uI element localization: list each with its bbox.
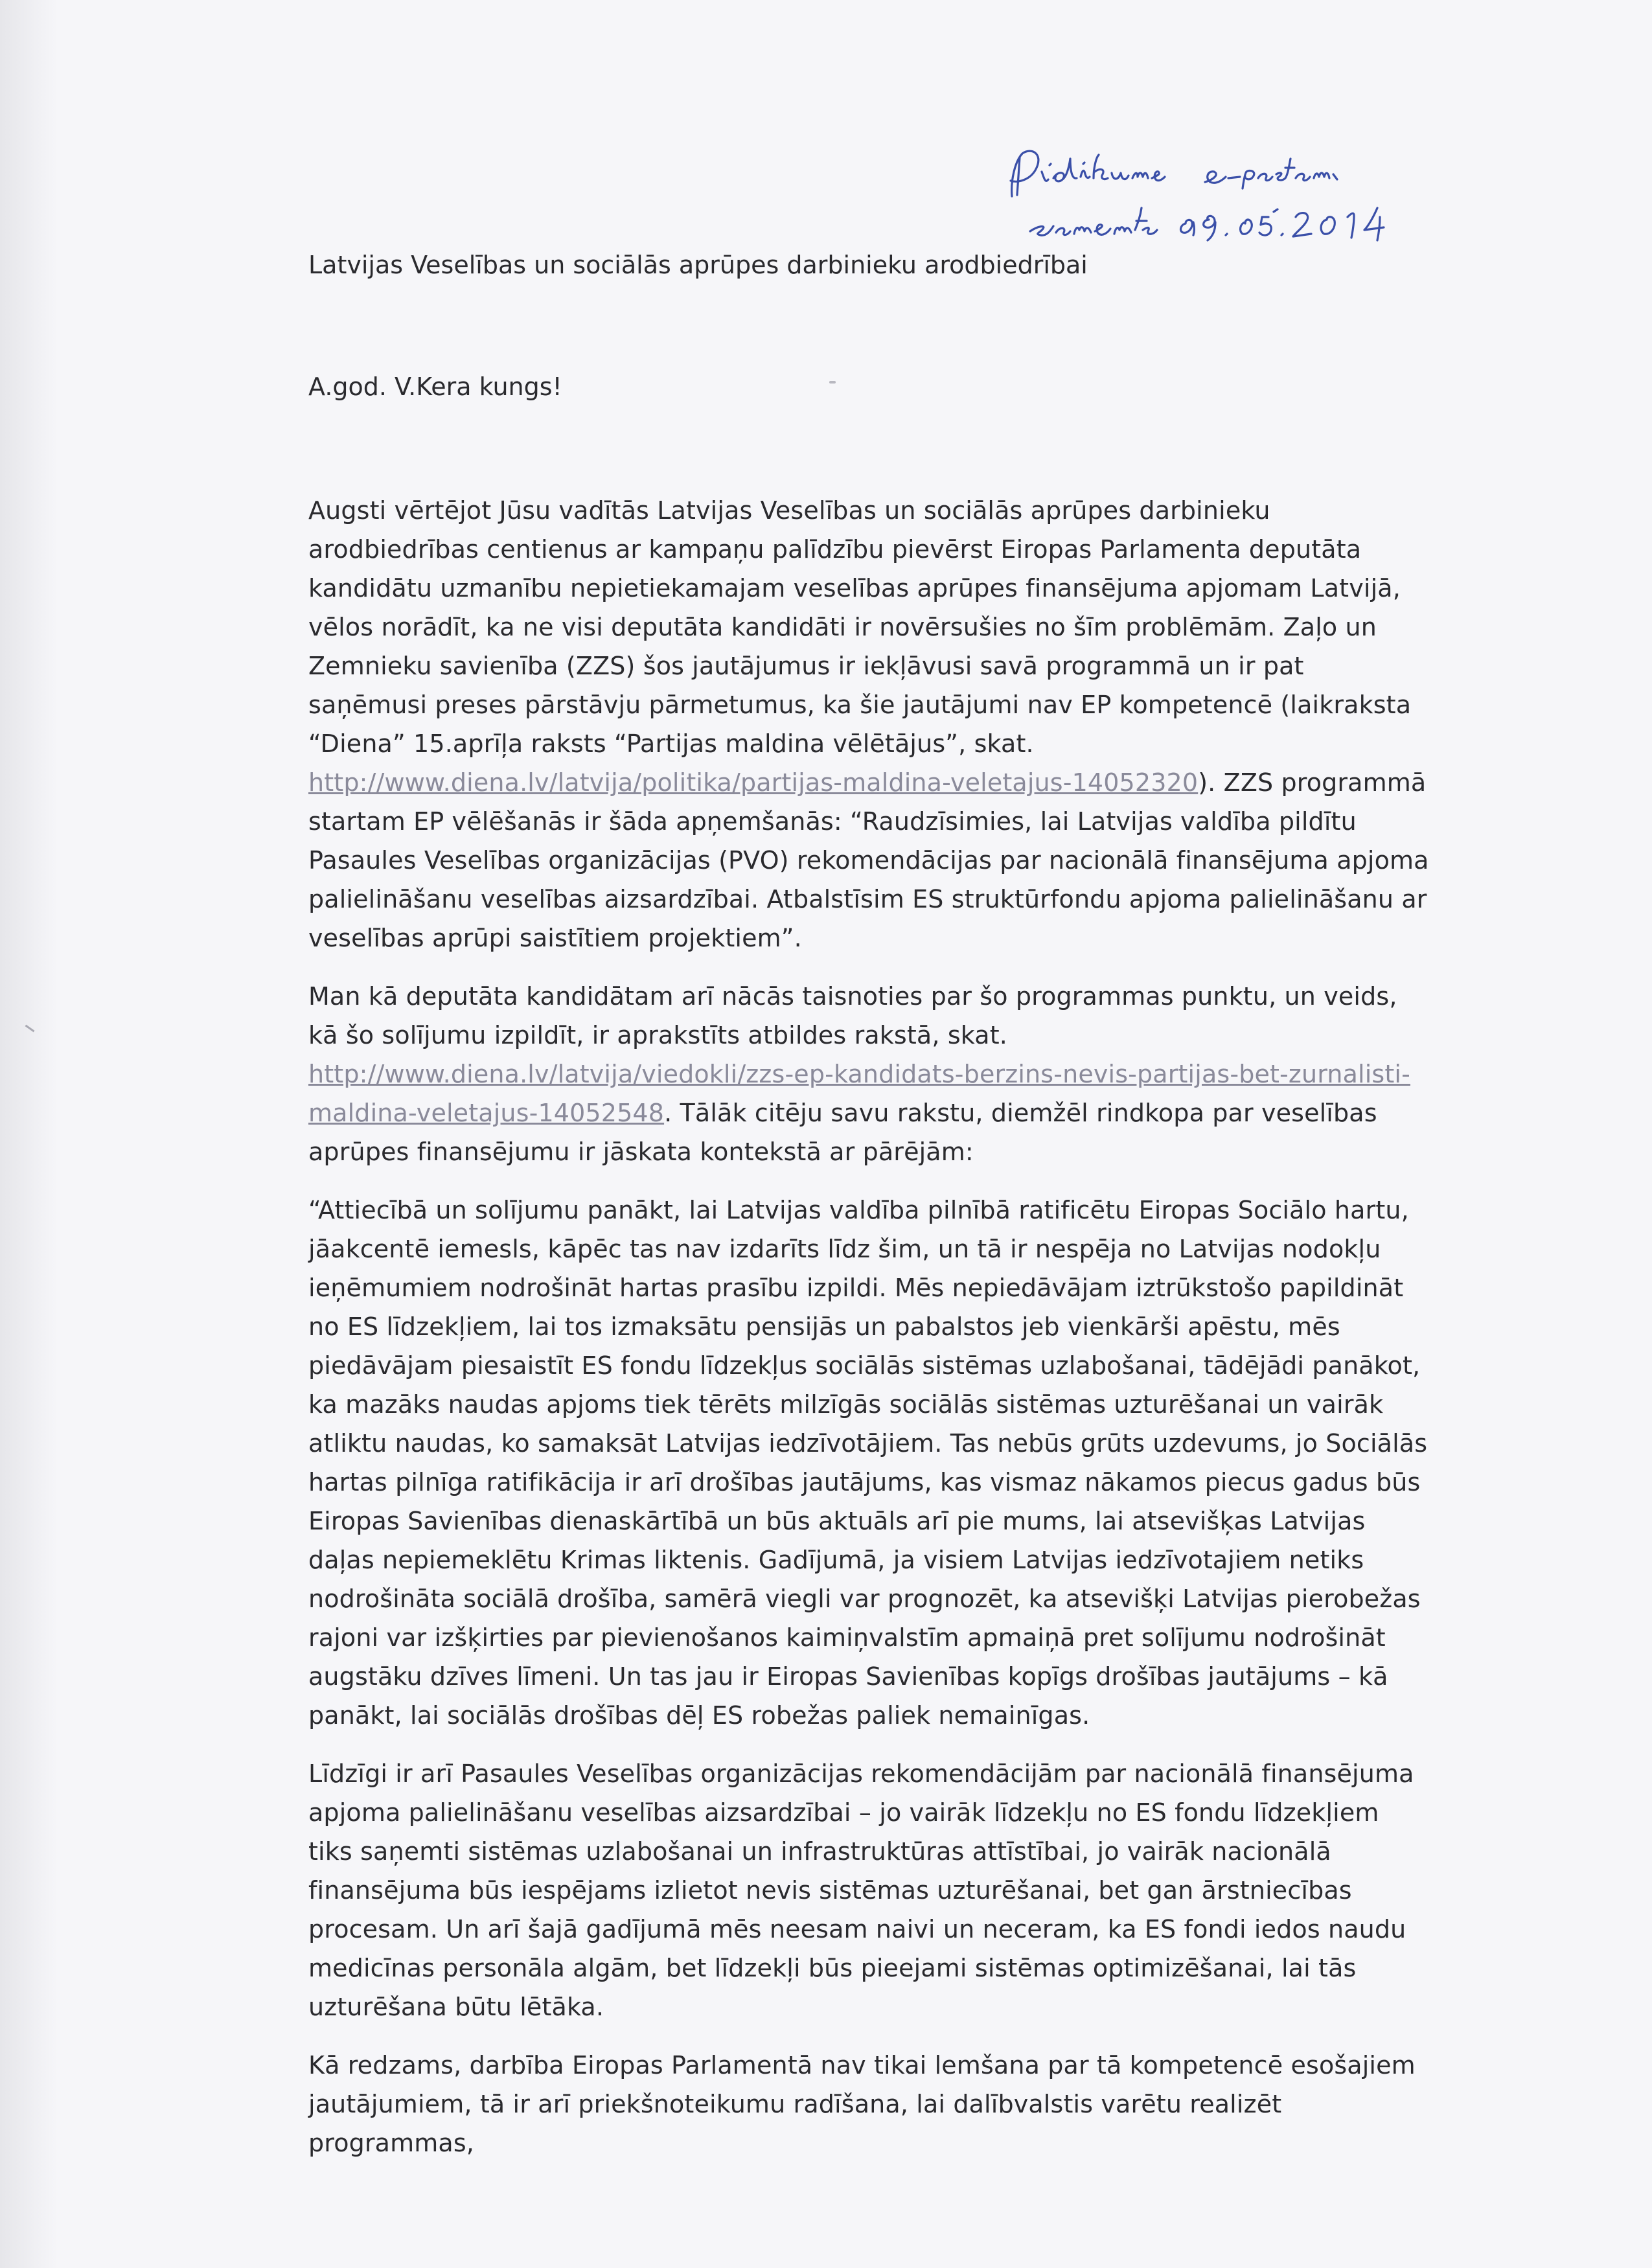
- paragraph-1-text: Augsti vērtējot Jūsu vadītās Latvijas Veselības un sociālās aprūpes darbinieku arodbiedrības centienus ar kampaņu palīdzību pievērst Eiropas Parlamenta deputāta kandidātu uzmanību nepietiekamajam veselības aprūpes finansējuma apjomam Latvijā, vēlos norādīt, ka ne visi deputāta kandidāti ir novērsušies no šīm problēmām. Zaļo un Zemnieku savienība (ZZS) šos jautājumus ir iekļāvusi savā programmā un ir pat saņēmusi preses pārstāvju pārmetumus, ka šie jautājumi nav EP kompetencē (laikraksta “Diena” 15.aprīļa raksts “Partijas maldina vēlētājus”, skat.: [308, 496, 1412, 758]
- paragraph-2-text-cont: . Tālāk citēju savu rakstu, diemžēl rindkopa par veselības aprūpes finansējumu ir jāskata kontekstā ar pārējām:: [308, 1099, 1377, 1166]
- paragraph-1: [308, 491, 1429, 957]
- paragraph-2: [308, 977, 1429, 1171]
- paragraph-2-text: Man kā deputāta kandidātam arī nācās taisnoties par šo programmas punktu, un veids, kā šo solījumu izpildīt, ir aprakstīts atbildes rakstā, skat.: [308, 982, 1397, 1049]
- scan-edge-shadow: [0, 0, 58, 2268]
- letter-body: [308, 491, 1429, 2182]
- paragraph-4-text: Līdzīgi ir arī Pasaules Veselības organizācijas rekomendācijām par nacionālā finansējuma apjoma palielināšanu veselības aizsardzībai – jo vairāk līdzekļu no ES fondu līdzekļiem tiks saņemti sistēmas uzlabošanai un infrastruktūras attīstībai, jo vairāk nacionālā finansējuma būs iespējams izlietot nevis sistēmas uzturēšanai, bet gan ārstniecības procesam. Un arī šajā gadījumā mēs neesam naivi un neceram, ka ES fondi iedos naudu medicīnas personāla algām, bet līdzekļi būs pieejami sistēmas optimizēšanai, lai tās uzturēšana būtu lētāka.: [308, 1759, 1414, 2021]
- paragraph-4: [308, 1754, 1429, 2026]
- salutation: A.god. V.Kera kungs!: [308, 372, 562, 401]
- article-link-1[interactable]: http://www.diena.lv/latvija/politika/partijas-maldina-veletajus-14052320: [308, 768, 1199, 797]
- paragraph-5-text: Kā redzams, darbība Eiropas Parlamentā nav tikai lemšana par tā kompetencē esošajiem jautājumiem, tā ir arī priekšnoteikumu radīšana, lai dalībvalstis varētu realizēt programmas,: [308, 2051, 1416, 2157]
- paragraph-5: [308, 2046, 1429, 2162]
- addressee: Latvijas Veselības un sociālās aprūpes darbinieku arodbiedrībai: [308, 251, 1088, 279]
- handwritten-note: [991, 146, 1484, 256]
- paragraph-3-quote: [308, 1191, 1429, 1735]
- scan-speck: [829, 381, 836, 384]
- paragraph-3-text: “Attiecībā un solījumu panākt, lai Latvijas valdība pilnībā ratificētu Eiropas Sociālo hartu, jāakcentē iemesls, kāpēc tas nav izdarīts līdz šim, un tā ir nespēja no Latvijas nodokļu ieņēmumiem nodrošināt hartas prasību izpildi. Mēs nepiedāvājam iztrūkstošo papildināt no ES līdzekļiem, lai tos izmaksātu pensijās un pabalstos jeb vienkārši apēstu, mēs piedāvājam piesaistīt ES fondu līdzekļus sociālās sistēmas uzlabošanai, tādējādi panākot, ka mazāks naudas apjoms tiek tērēts milzīgās sociālās sistēmas uzturēšanai un vairāk atliktu naudas, ko samaksāt Latvijas iedzīvotājiem. Tas nebūs grūts uzdevums, jo Sociālās hartas pilnīga ratifikācija ir arī drošības jautājums, kas vismaz nākamos piecus gadus būs Eiropas Savienības dienaskārtībā un būs aktuāls arī pie mums, lai atsevišķas Latvijas daļas nepiemeklētu Krimas liktenis. Gadījumā, ja visiem Latvijas iedzīvotajiem netiks nodrošināta sociālā drošība, samērā viegli var prognozēt, ka atsevišķi Latvijas pierobežas rajoni var izšķirties par pievienošanos kaimiņvalstīm apmaiņā pret solījumu nodrošināt augstāku dzīves līmeni. Un tas jau ir Eiropas Savienības kopīgs drošības jautājums – kā panākt, lai sociālās drošības dēļ ES robežas paliek nemainīgas.: [308, 1196, 1428, 1730]
- paragraph-1-text-cont: ). ZZS programmā startam EP vēlēšanās ir šāda apņemšanās: “Raudzīsimies, lai Latvijas valdība pildītu Pasaules Veselības organizācijas (PVO) rekomendācijas par nacionālā finansējuma apjoma palielināšanu veselības aizsardzībai. Atbalstīsim ES struktūrfondu apjoma palielināšanu ar veselības aprūpi saistītiem projektiem”.: [308, 768, 1429, 952]
- article-link-2[interactable]: http://www.diena.lv/latvija/viedokli/zzs-ep-kandidats-berzins-nevis-partijas-bet-zurnalisti-maldina-veletajus-14052548: [308, 1060, 1410, 1127]
- handwritten-note-scribble: [991, 146, 1484, 256]
